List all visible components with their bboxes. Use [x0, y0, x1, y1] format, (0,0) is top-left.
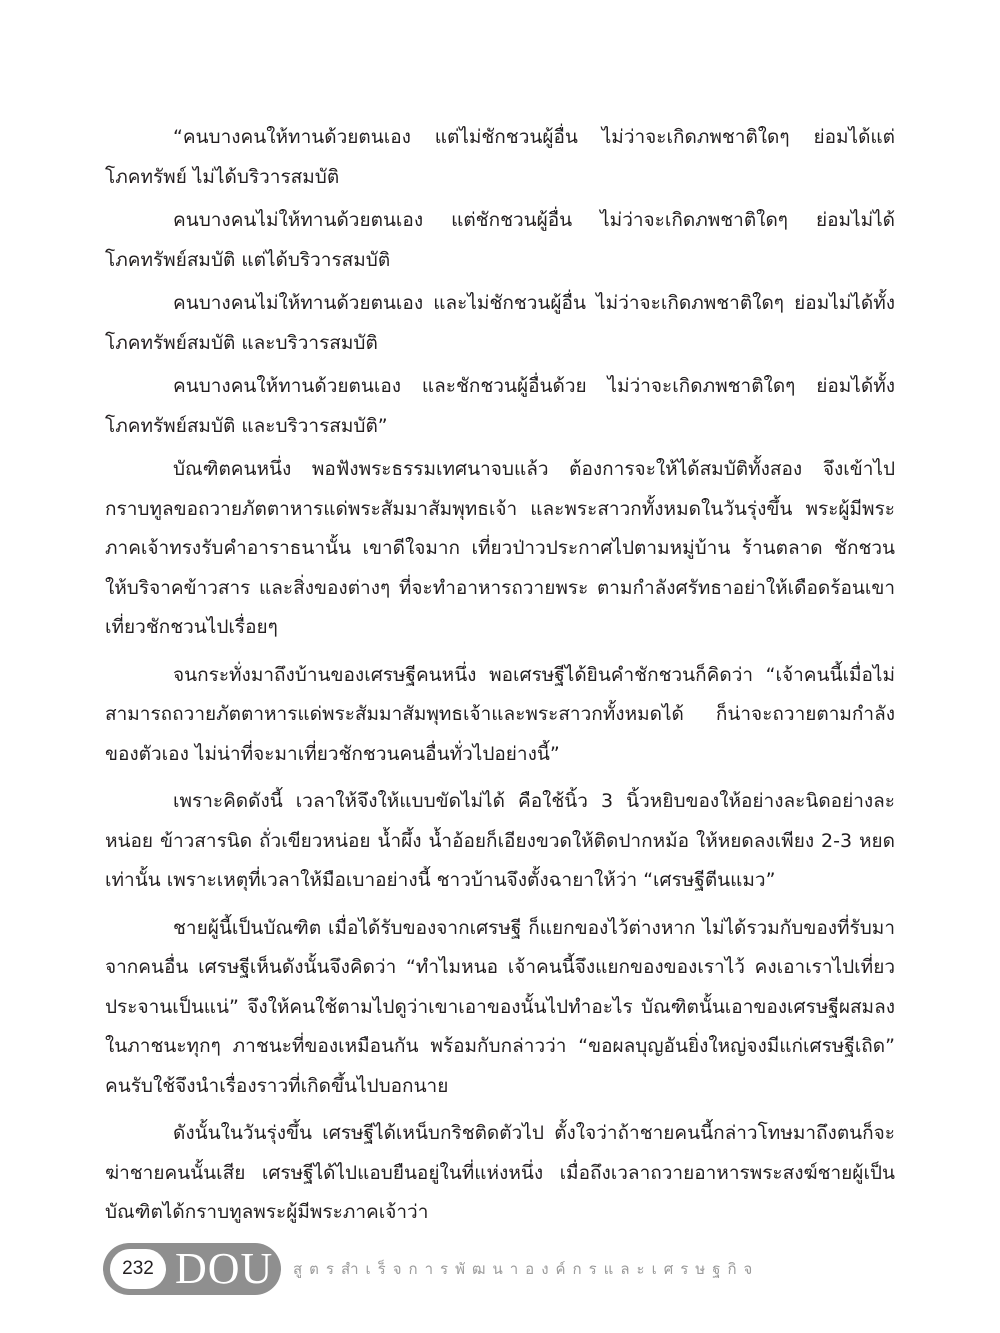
- paragraph: จนกระทั่งมาถึงบ้านของเศรษฐีคนหนึ่ง พอเศรษฐีได้ยินคำชักชวนก็คิดว่า “เจ้าคนนี้เมื่อไม่สามารถถวายภัตตาหารแด่พระสัมมาสัมพุทธเจ้าและพระสาวกทั้งหมดได้ ก็น่าจะถวายตามกำลังของตัวเอง ไม่น่าที่จะมาเที่ยวชักชวนคนอื่นทั่วไปอย่างนี้”: [105, 663, 895, 765]
- page-body: [105, 118, 895, 1233]
- page-number: 232: [110, 1249, 166, 1289]
- paragraph: คนบางคนไม่ให้ทานด้วยตนเอง และไม่ชักชวนผู้อื่น ไม่ว่าจะเกิดภพชาติใดๆ ย่อมไม่ได้ทั้งโภคทรัพย์สมบัติ และบริวารสมบัติ: [105, 292, 895, 354]
- paragraph: บัณฑิตคนหนึ่ง พอฟังพระธรรมเทศนาจบแล้ว ต้องการจะให้ได้สมบัติทั้งสอง จึงเข้าไปกราบทูลขอถวายภัตตาหารแด่พระสัมมาสัมพุทธเจ้า และพระสาวกทั้งหมดในวันรุ่งขึ้น พระผู้มีพระภาคเจ้าทรงรับคำอาราธนานั้น เขาดีใจมาก เที่ยวป่าวประกาศไปตามหมู่บ้าน ร้านตลาด ชักชวนให้บริจาคข้าวสาร และสิ่งของต่างๆ ที่จะทำอาหารถวายพระ ตามกำลังศรัทธาอย่าให้เดือดร้อนเขาเที่ยวชักชวนไปเรื่อยๆ: [105, 458, 895, 638]
- paragraph: ดังนั้นในวันรุ่งขึ้น เศรษฐีได้เหน็บกริชติดตัวไป ตั้งใจว่าถ้าชายคนนี้กล่าวโทษมาถึงตนก็จะฆ่าชายคนนั้นเสีย เศรษฐีได้ไปแอบยืนอยู่ในที่แห่งหนึ่ง เมื่อถึงเวลาถวายอาหารพระสงฆ์ชายผู้เป็นบัณฑิตได้กราบทูลพระผู้มีพระภาคเจ้าว่า: [105, 1122, 895, 1223]
- paragraph: เพราะคิดดังนี้ เวลาให้จึงให้แบบขัดไม่ได้ คือใช้นิ้ว 3 นิ้วหยิบของให้อย่างละนิดอย่างละหน่อย ข้าวสารนิด ถั่วเขียวหน่อย น้ำผึ้ง น้ำอ้อยก็เอียงขวดให้ติดปากหม้อ ให้หยดลงเพียง 2-3 หยดเท่านั้น เพราะเหตุที่เวลาให้มือเบาอย่างนี้ ชาวบ้านจึงตั้งฉายาให้ว่า “เศรษฐีตีนแมว”: [105, 790, 895, 891]
- course-title: สูตรสำเร็จการพัฒนาองค์กรและเศรษฐกิจ: [293, 1260, 760, 1278]
- footer-badge: [103, 1243, 281, 1295]
- page-footer: [103, 1243, 903, 1295]
- paragraph: คนบางคนให้ทานด้วยตนเอง และชักชวนผู้อื่นด้วย ไม่ว่าจะเกิดภพชาติใดๆ ย่อมได้ทั้งโภคทรัพย์สมบัติ และบริวารสมบัติ”: [105, 375, 895, 437]
- paragraph: คนบางคนไม่ให้ทานด้วยตนเอง แต่ชักชวนผู้อื่น ไม่ว่าจะเกิดภพชาติใดๆ ย่อมไม่ได้โภคทรัพย์สมบัติ แต่ได้บริวารสมบัติ: [105, 209, 895, 271]
- paragraph: ชายผู้นี้เป็นบัณฑิต เมื่อได้รับของจากเศรษฐี ก็แยกของไว้ต่างหาก ไม่ได้รวมกับของที่รับมาจากคนอื่น เศรษฐีเห็นดังนั้นจึงคิดว่า “ทำไมหนอ เจ้าคนนี้จึงแยกของของเราไว้ คงเอาเราไปเที่ยวประจานเป็นแน่” จึงให้คนใช้ตามไปดูว่าเขาเอาของนั้นไปทำอะไร บัณฑิตนั้นเอาของเศรษฐีผสมลงในภาชนะทุกๆ ภาชนะที่ของเหมือนกัน พร้อมกับกล่าวว่า “ขอผลบุญอันยิ่งใหญ่จงมีแก่เศรษฐีเถิด” คนรับใช้จึงนำเรื่องราวที่เกิดขึ้นไปบอกนาย: [105, 916, 895, 1097]
- paragraph: “คนบางคนให้ทานด้วยตนเอง แต่ไม่ชักชวนผู้อื่น ไม่ว่าจะเกิดภพชาติใดๆ ย่อมได้แต่โภคทรัพย์ ไม่ได้บริวารสมบัติ: [105, 126, 895, 188]
- dou-logo: DOU: [175, 1244, 274, 1293]
